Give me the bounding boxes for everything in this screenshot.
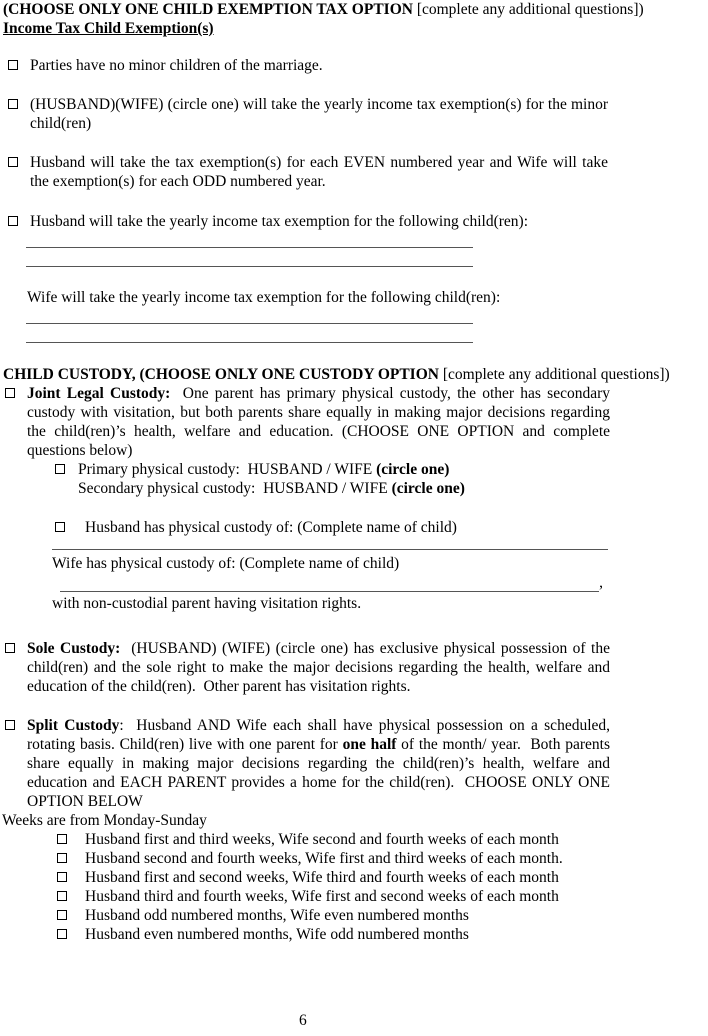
tax-option-text: (HUSBAND)(WIFE) (circle one) will take the yearly income tax exemption(s) for the minor child(ren) — [30, 96, 608, 132]
joint-custody-option — [5, 384, 708, 460]
circle-one-label: (circle one) — [376, 461, 450, 478]
fill-in-line-with-comma — [60, 573, 603, 592]
split-schedule-text: Husband third and fourth weeks, Wife first and second weeks of each month — [85, 888, 559, 905]
primary-custody-option — [55, 460, 708, 498]
weeks-note: Weeks are from Monday-Sunday — [2, 812, 207, 829]
checkbox-icon[interactable] — [5, 388, 15, 398]
checkbox-icon[interactable] — [57, 929, 67, 939]
checkbox-icon[interactable] — [57, 872, 67, 882]
checkbox-icon[interactable] — [57, 834, 67, 844]
split-schedule-option — [57, 868, 708, 887]
tax-option-text: Parties have no minor children of the marriage. — [30, 57, 323, 74]
income-tax-subheading: Income Tax Child Exemption(s) — [3, 20, 214, 37]
page-number: 6 — [299, 1012, 307, 1029]
sole-custody-text — [27, 639, 610, 696]
fill-in-line[interactable] — [60, 573, 599, 592]
visitation-note: with non-custodial parent having visitation rights. — [52, 595, 362, 612]
checkbox-icon[interactable] — [8, 157, 18, 167]
joint-custody-label: Joint Legal Custody: — [27, 385, 171, 402]
split-schedule-text: Husband first and third weeks, Wife second and fourth weeks of each month — [85, 831, 559, 848]
checkbox-icon[interactable] — [8, 99, 18, 109]
split-schedule-text: Husband odd numbered months, Wife even numbered months — [85, 907, 469, 924]
split-custody-option — [5, 716, 708, 811]
primary-secondary-custody-text — [78, 460, 465, 498]
checkbox-icon[interactable] — [55, 464, 65, 474]
split-schedule-option — [57, 925, 708, 944]
checkbox-icon[interactable] — [57, 910, 67, 920]
sole-custody-description: (HUSBAND) (WIFE) (circle one) has exclusive physical possession of the child(ren) and the sole right to make the major decisions regarding the health, welfare and education of the child(ren). Other parent has visitation rights. — [27, 640, 610, 695]
tax-option-text: Husband will take the tax exemption(s) for each EVEN numbered year and Wife will take the exemption(s) for each ODD numbered year. — [30, 154, 608, 190]
checkbox-icon[interactable] — [5, 720, 15, 730]
wife-custody-label: Wife has physical custody of: (Complete name of child) — [52, 555, 400, 572]
checkbox-icon[interactable] — [5, 643, 15, 653]
tax-option-husband-following-children — [8, 212, 708, 231]
split-schedule-option — [57, 830, 708, 849]
comma-text: , — [599, 574, 603, 591]
split-custody-description-1: Husband AND Wife each shall have physical possession on a scheduled, rotating basis. Child(ren) live with one parent for — [27, 717, 611, 753]
checkbox-icon[interactable] — [57, 891, 67, 901]
checkbox-icon[interactable] — [55, 522, 65, 532]
child-custody-heading-rest: [complete any additional questions]) — [438, 366, 670, 383]
split-schedule-text: Husband first and second weeks, Wife third and fourth weeks of each month — [85, 869, 559, 886]
joint-custody-text — [27, 384, 610, 460]
split-custody-text — [27, 716, 610, 811]
split-custody-label: Split Custody — [27, 717, 120, 734]
wife-exemption-label: Wife will take the yearly income tax exemption for the following child(ren): — [27, 289, 501, 306]
checkbox-icon[interactable] — [57, 853, 67, 863]
tax-option-text: Husband will take the yearly income tax exemption for the following child(ren): — [30, 213, 529, 230]
sole-custody-label: Sole Custody: — [27, 640, 121, 657]
fill-in-line[interactable] — [26, 307, 473, 324]
tax-option-husband-wife-circle — [8, 95, 708, 133]
tax-exemption-heading-bold: (CHOOSE ONLY ONE CHILD EXEMPTION TAX OPTION — [3, 1, 413, 18]
fill-in-line[interactable] — [26, 250, 473, 267]
fill-in-line[interactable] — [26, 326, 473, 343]
sole-custody-option — [5, 639, 708, 696]
child-custody-heading — [3, 365, 707, 384]
split-schedule-text: Husband second and fourth weeks, Wife first and third weeks of each month. — [85, 850, 563, 867]
checkbox-icon[interactable] — [8, 216, 18, 226]
split-schedule-option — [57, 887, 708, 906]
tax-option-even-odd-years — [8, 153, 708, 191]
split-schedule-option — [57, 849, 708, 868]
secondary-custody-label: Secondary physical custody: HUSBAND / WIFE — [78, 480, 392, 497]
joint-custody-description: One parent has primary physical custody, the other has secondary custody with visitation, but both parents share equally in making major decisions regarding the child(ren)’s health, welfare and education. (CHOOSE ONE OPTION and complete questions below) — [27, 385, 611, 459]
husband-custody-label: Husband has physical custody of: (Complete name of child) — [85, 519, 457, 536]
primary-custody-line — [78, 460, 465, 479]
fill-in-line[interactable] — [26, 231, 473, 248]
tax-option-no-children — [8, 56, 708, 75]
checkbox-icon[interactable] — [8, 60, 18, 70]
fill-in-line[interactable] — [52, 537, 608, 550]
circle-one-label: (circle one) — [391, 480, 465, 497]
primary-custody-label: Primary physical custody: HUSBAND / WIFE — [78, 461, 377, 478]
split-custody-description-2: of the month/ year. Both parents share equally in making major decisions regarding the child(ren)’s health, welfare and education and EACH PARENT provides a home for the child(ren). CHOOSE ONLY ONE OPTION BELOW — [27, 736, 610, 810]
secondary-custody-line — [78, 479, 465, 498]
tax-exemption-heading-rest: [complete any additional questions]) — [412, 1, 644, 18]
split-schedule-option — [57, 906, 708, 925]
child-custody-heading-bold: CHILD CUSTODY, (CHOOSE ONLY ONE CUSTODY OPTION — [3, 366, 439, 383]
split-schedule-text: Husband even numbered months, Wife odd numbered months — [85, 926, 469, 943]
split-custody-colon: : — [119, 717, 137, 734]
one-half-bold: one half — [342, 736, 397, 753]
husband-custody-option — [55, 518, 708, 537]
tax-exemption-heading — [3, 0, 707, 19]
